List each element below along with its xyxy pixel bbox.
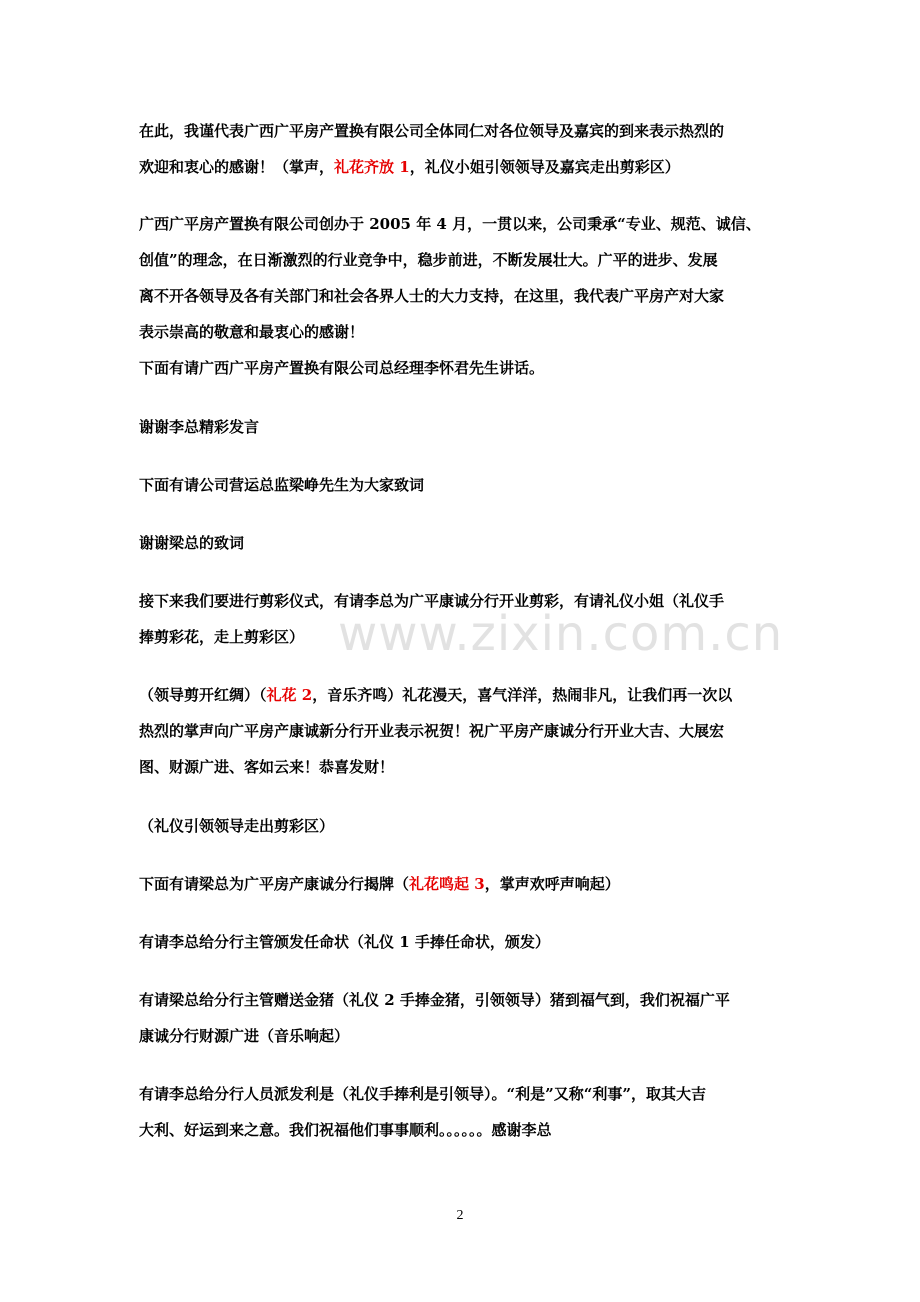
text-line (139, 685, 779, 705)
text-line (139, 1120, 779, 1140)
text-line (139, 121, 779, 141)
text-segment: ，音乐齐鸣）礼花漫天，喜气洋洋，热闹非凡，让我们再一次以 (312, 686, 733, 704)
text-segment: 谢谢梁总的致词 (139, 534, 245, 552)
text-segment: 下面有请梁总为广平房产康诚分行揭牌（ (139, 875, 410, 893)
text-line (139, 757, 779, 777)
text-line (139, 721, 779, 741)
text-line (139, 990, 779, 1010)
text-segment: 热烈的掌声向广平房产康诚新分行开业表示祝贺！祝广平房产康诚分行开业大吉、大展宏 (139, 722, 725, 740)
text-line (139, 1026, 779, 1046)
text-segment: 创值”的理念，在日渐激烈的行业竞争中，稳步前进，不断发展壮大。广平的进步、发展 (139, 251, 718, 269)
watermark: www.zixin.com.cn (338, 606, 784, 662)
text-line (139, 358, 779, 378)
text-segment: （领导剪开红绸）（ (139, 686, 267, 704)
text-segment: 下面有请广西广平房产置换有限公司总经理李怀君先生讲话。 (139, 359, 545, 377)
text-segment: 离不开各领导及各有关部门和社会各界人士的大力支持，在这里，我代表广平房产对大家 (139, 287, 725, 305)
text-line (139, 874, 779, 894)
text-line (139, 322, 779, 342)
text-segment: 表示崇高的敬意和最衷心的感谢！ (139, 323, 365, 341)
text-line (139, 932, 779, 952)
text-line (139, 533, 779, 553)
text-segment: ，掌声欢呼声响起） (484, 875, 620, 893)
text-line (139, 1084, 779, 1104)
text-line (139, 250, 779, 270)
text-segment: 谢谢李总精彩发言 (139, 418, 260, 436)
text-segment: 在此，我谨代表广西广平房产置换有限公司全体同仁对各位领导及嘉宾的到来表示热烈的 (139, 122, 725, 140)
text-line (139, 475, 779, 495)
text-segment: 有请李总给分行主管颁发任命状（礼仪 1 手捧任命状，颁发） (139, 933, 550, 951)
text-segment: 捧剪彩花，走上剪彩区） (139, 628, 305, 646)
page-number: 2 (456, 1208, 464, 1223)
text-segment: 有请李总给分行人员派发利是（礼仪手捧利是引领导）。“利是”又称“利事”，取其大吉 (139, 1085, 707, 1103)
text-segment: 图、财源广进、客如云来！恭喜发财！ (139, 758, 395, 776)
text-segment: 大利、好运到来之意。我们祝福他们事事顺利。。。。。。感谢李总 (139, 1121, 552, 1139)
text-line (139, 286, 779, 306)
text-segment: 有请梁总给分行主管赠送金猪（礼仪 2 手捧金猪，引领领导）猪到福气到，我们祝福广平 (139, 991, 730, 1009)
highlighted-cue: 礼花 2 (266, 686, 313, 704)
text-segment: 下面有请公司营运总监梁峥先生为大家致词 (139, 476, 425, 494)
text-segment: 欢迎和衷心的感谢！（掌声， (139, 158, 335, 176)
highlighted-cue: 礼花齐放 1 (334, 158, 410, 176)
text-segment: ，礼仪小姐引领领导及嘉宾走出剪彩区） (409, 158, 680, 176)
text-segment: 广西广平房产置换有限公司创办于 2005 年 4 月，一贯以来，公司秉承“专业、规范、诚信、 (139, 215, 761, 233)
highlighted-cue: 礼花鸣起 3 (409, 875, 485, 893)
text-segment: （礼仪引领领导走出剪彩区） (139, 817, 335, 835)
text-line (139, 214, 779, 234)
text-segment: 康诚分行财源广进（音乐响起） (139, 1027, 350, 1045)
text-line (139, 816, 779, 836)
text-segment: 接下来我们要进行剪彩仪式，有请李总为广平康诚分行开业剪彩，有请礼仪小姐（礼仪手 (139, 592, 725, 610)
text-line (139, 157, 779, 177)
text-line (139, 417, 779, 437)
